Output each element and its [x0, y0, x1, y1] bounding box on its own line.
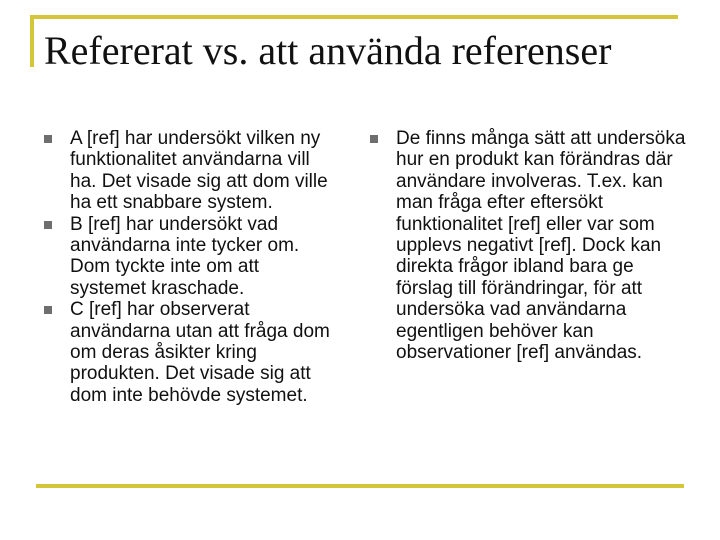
square-bullet-icon [44, 221, 52, 229]
list-item [44, 214, 344, 300]
list-item-text: C [ref] har observerat användarna utan att fråga dom om deras åsikter kring produkten. Det visade sig att dom inte behövde systemet. [70, 299, 330, 406]
right-bullet-list [370, 128, 690, 363]
list-item [44, 299, 344, 406]
right-column [370, 128, 690, 363]
list-item-text: De finns många sätt att undersöka hur en produkt kan förändras där användare involveras. T.ex. kan man fråga efter eftersökt funktionalitet [ref] eller var som upplevs negativt [ref]. Dock kan direkta frågor ibland bara ge förslag till förändringar, för att undersöka vad användarna egentligen behöver kan observationer [ref] användas. [396, 128, 686, 364]
square-bullet-icon [370, 135, 378, 143]
list-item [44, 128, 344, 214]
left-bullet-list [44, 128, 344, 406]
square-bullet-icon [44, 306, 52, 314]
list-item-text: A [ref] har undersökt vilken ny funktionalitet användarna vill ha. Det visade sig att dom ville ha ett snabbare system. [70, 128, 328, 214]
square-bullet-icon [44, 135, 52, 143]
list-item [370, 128, 690, 363]
frame-top-line [30, 15, 678, 19]
slide-title: Refererat vs. att använda referenser [44, 28, 612, 73]
left-column [44, 128, 344, 406]
frame-left-line [30, 15, 34, 67]
frame-bottom-line [36, 484, 684, 488]
list-item-text: B [ref] har undersökt vad användarna inte tycker om. Dom tyckte inte om att systemet kraschade. [70, 213, 300, 299]
